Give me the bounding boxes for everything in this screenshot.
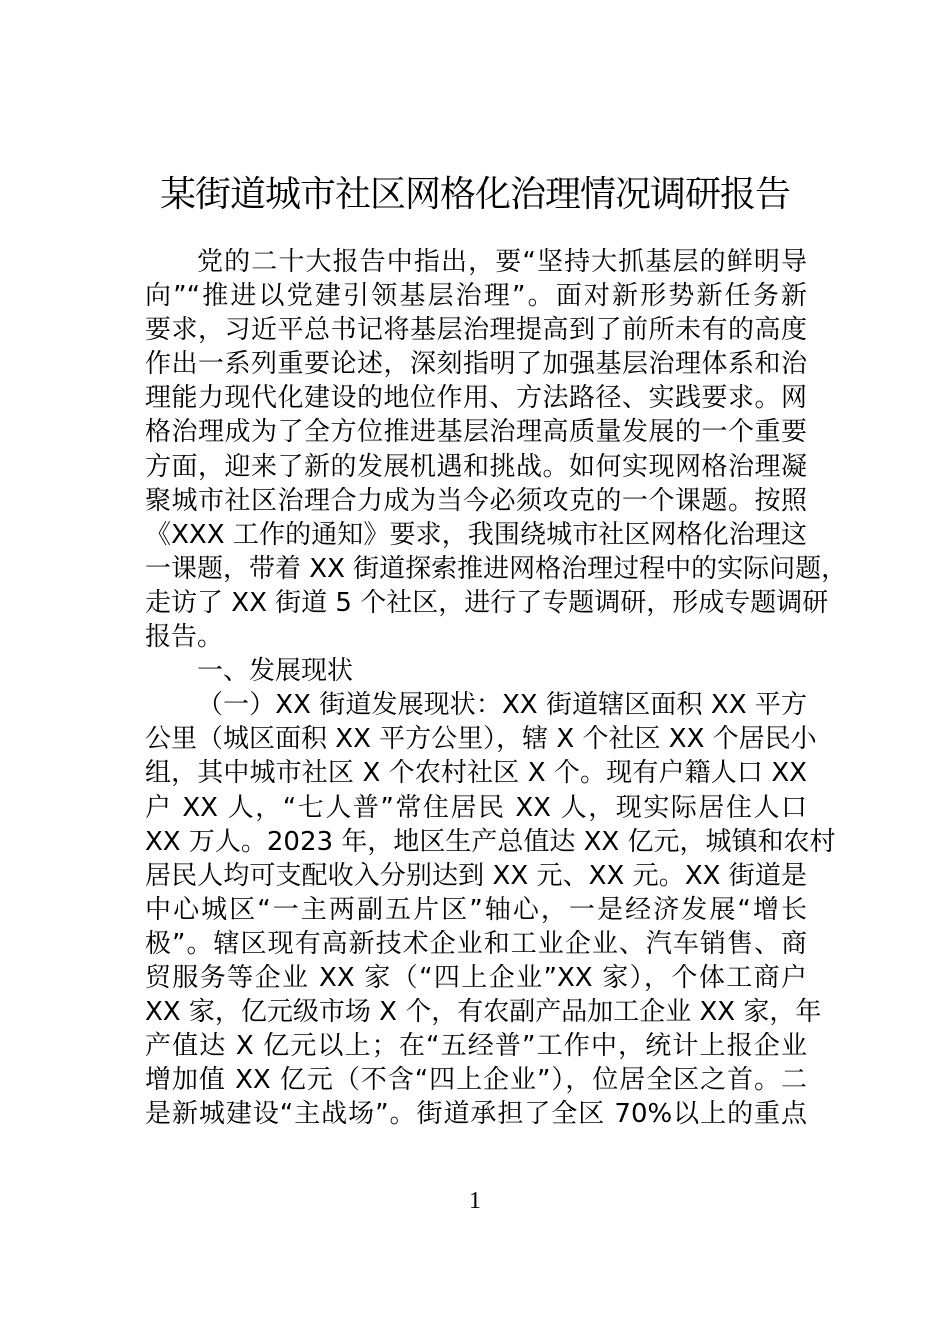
text-line: 作出一系列重要论述，深刻指明了加强基层治理体系和治 <box>145 349 807 380</box>
text-line: 居民人均可支配收入分别达到 XX 元、XX 元。XX 街道是 <box>145 860 807 891</box>
text-line: 报告。 <box>145 622 224 653</box>
text-line: 要求，习近平总书记将基层治理提高到了前所未有的高度 <box>145 315 807 346</box>
text-line: 贸服务等企业 XX 家（“四上企业”XX 家），个体工商户 <box>145 962 807 993</box>
text-line: 《XXX 工作的通知》要求，我围绕城市社区网格化治理这 <box>145 519 807 550</box>
text-line: 走访了 XX 街道 5 个社区，进行了专题调研，形成专题调研 <box>145 587 829 618</box>
text-line: 产值达 X 亿元以上；在“五经普”工作中，统计上报企业 <box>145 1031 807 1062</box>
text-line: （一）XX 街道发展现状：XX 街道辖区面积 XX 平方 <box>197 690 807 721</box>
text-line: 一课题，带着 XX 街道探索推进网格治理过程中的实际问题， <box>145 553 848 584</box>
text-line: XX 家，亿元级市场 X 个，有农副产品加工企业 XX 家，年 <box>145 997 822 1028</box>
section-heading: 一、发展现状 <box>197 656 354 687</box>
text-line: 组，其中城市社区 X 个农村社区 X 个。现有户籍人口 XX <box>145 758 807 789</box>
document-title: 某街道城市社区网格化治理情况调研报告 <box>159 174 790 215</box>
text-line: 聚城市社区治理合力成为当今必须攻克的一个课题。按照 <box>145 485 807 516</box>
text-line: 极”。辖区现有高新技术企业和工业企业、汽车销售、商 <box>145 928 807 959</box>
text-line: 格治理成为了全方位推进基层治理高质量发展的一个重要 <box>145 417 807 448</box>
document-body <box>145 245 848 1131</box>
text-line: 向”“推进以党建引领基层治理”。面对新形势新任务新 <box>145 281 807 312</box>
text-line: 是新城建设“主战场”。街道承担了全区 70%以上的重点 <box>145 1099 807 1130</box>
text-line: 公里（城区面积 XX 平方公里），辖 X 个社区 XX 个居民小 <box>145 724 817 755</box>
text-line: 方面，迎来了新的发展机遇和挑战。如何实现网格治理凝 <box>145 451 807 482</box>
page-number: 1 <box>469 1188 481 1214</box>
text-line: 党的二十大报告中指出，要“坚持大抓基层的鲜明导 <box>197 247 807 277</box>
text-line: 增加值 XX 亿元（不含“四上企业”），位居全区之首。二 <box>145 1065 807 1096</box>
text-line: XX 万人。2023 年，地区生产总值达 XX 亿元，城镇和农村 <box>145 826 836 857</box>
text-line: 户 XX 人，“七人普”常住居民 XX 人，现实际居住人口 <box>145 792 807 823</box>
text-line: 理能力现代化建设的地位作用、方法路径、实践要求。网 <box>145 383 807 414</box>
text-line: 中心城区“一主两副五片区”轴心，一是经济发展“增长 <box>145 894 807 925</box>
